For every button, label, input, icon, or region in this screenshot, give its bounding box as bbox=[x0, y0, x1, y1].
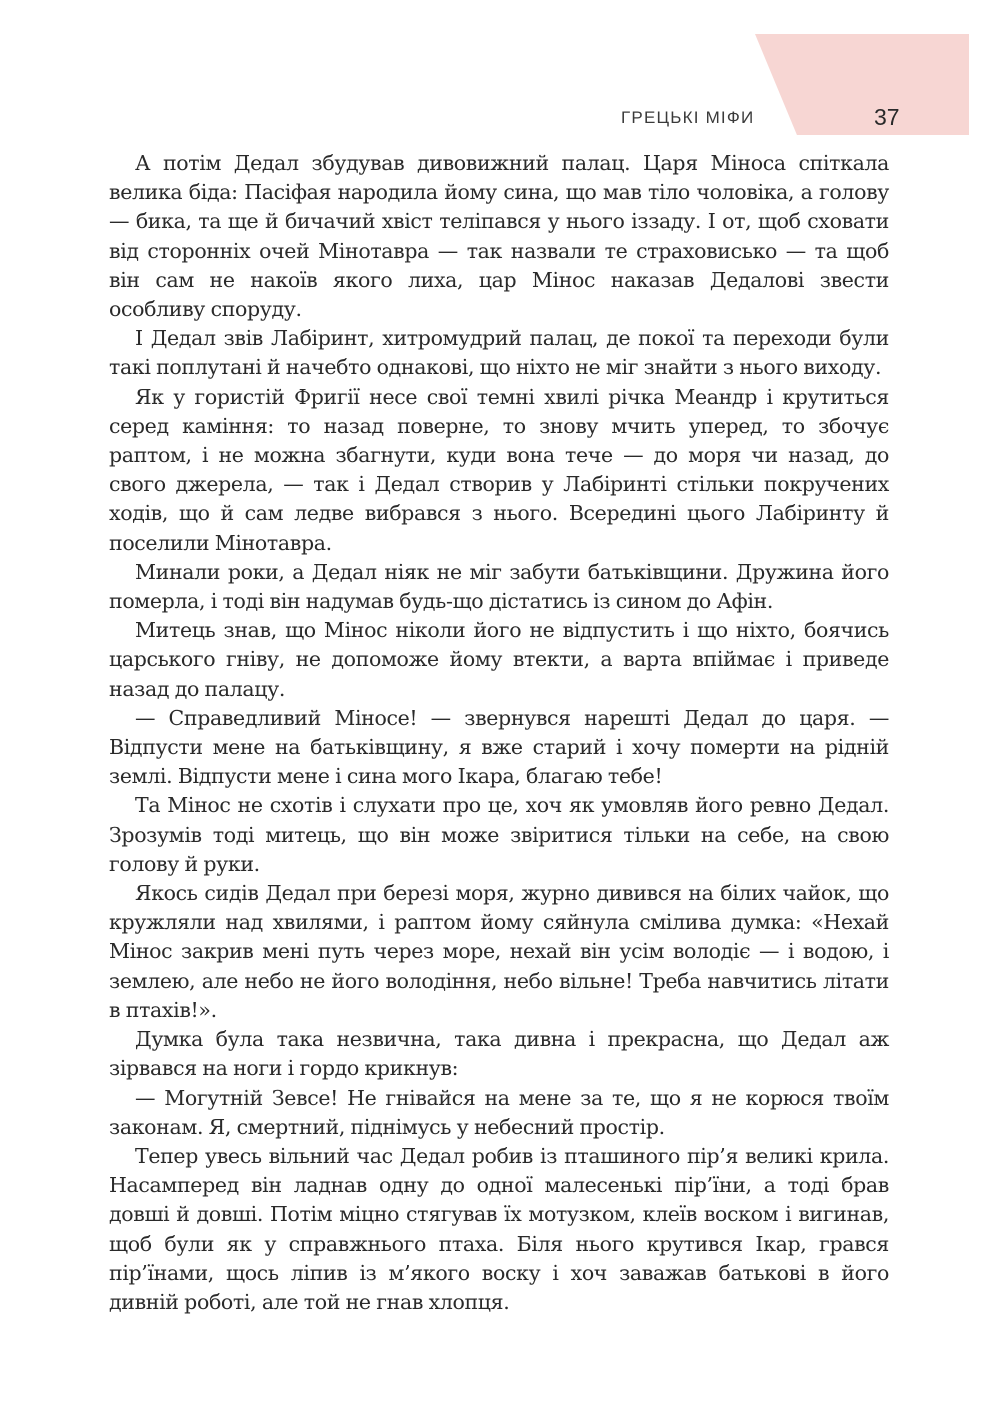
paragraph: — Могутній Зевсе! Не гнівайся на мене за те, що я не корюся твоїм законам. Я, смертний, піднімусь у небесний простір. bbox=[109, 1085, 889, 1139]
paragraph: А потім Дедал збудував дивовижний палац. Царя Міноса спіткала велика біда: Пасіфая народила йому сина, що мав тіло чоловіка, а голову — бика, та ще й бичачий хвіст теліпався у нього іззаду. І от, щоб сховати від сторонніх очей Мінотавра — так назвали те страховисько — та щоб він сам не накоїв якого лиха, цар Мінос наказав Дедалові звести особливу споруду. bbox=[109, 151, 889, 322]
paragraph: Думка була така незвична, така дивна і прекрасна, що Дедал аж зірвався на ноги і гордо крикнув: bbox=[109, 1027, 889, 1081]
paragraph: Минали роки, а Дедал ніяк не міг забути батьківщини. Дружина його померла, і тоді він надумав будь-що дістатись із сином до Афін. bbox=[109, 559, 889, 614]
paragraph: Як у гористій Фригії несе свої темні хвилі річка Меандр і крутиться серед каміння: то назад поверне, то знову мчить уперед, то збочує раптом, і не можна збагнути, куди вона тече — до моря чи назад, до свого джерела, — так і Дедал створив у Лабіринті стільки покручених ходів, що й сам ледве вибрався з нього. Всередині цього Лабіринту й поселили Мінотавра. bbox=[109, 384, 889, 555]
running-head: ГРЕЦЬКІ МІФИ bbox=[621, 108, 755, 127]
paragraph: Та Мінос не схотів і слухати про це, хоч як умовляв його ревно Дедал. Зрозумів тоді митець, що він може звіритися тільки на себе, на свою голову й руки. bbox=[109, 793, 889, 876]
paragraph: Митець знав, що Мінос ніколи його не відпустить і що ніхто, боячись царського гніву, не допоможе йому втекти, а варта впіймає і приведе назад до палацу. bbox=[109, 618, 889, 701]
page-number-tab bbox=[755, 34, 969, 135]
paragraph: Якось сидів Дедал при березі моря, журно дивився на білих чайок, що кружляли над хвилями, і раптом йому сяйнула смілива думка: «Нехай Мінос закрив мені путь через море, нехай він усім володіє — і водою, і землею, але небо не його володіння, небо вільне! Треба навчитись літати в птахів!». bbox=[109, 881, 889, 1022]
paragraph: І Дедал звів Лабіринт, хитромудрий палац, де покої та переходи були такі поплутані й начебто однакові, що ніхто не міг знайти з нього виходу. bbox=[109, 326, 889, 380]
paragraph: Тепер увесь вільний час Дедал робив із пташиного пір’я великі крила. Насамперед він ладнав одну до одної малесенькі пір’їни, а тоді брав довші й довші. Потім міцно стягував їх мотузком, клеїв воском і вигинав, щоб були як у справжнього птаха. Біля нього крутився Ікар, грався пір’їнами, щось ліпив із м’якого воску і хоч заважав батькові в його дивній роботі, але той не гнав хлопця. bbox=[109, 1143, 889, 1314]
page-number: 37 bbox=[874, 104, 900, 130]
paragraph: — Справедливий Міносе! — звернувся нарешті Дедал до царя. — Відпусти мене на батьківщину, я вже старий і хочу померти на рідній землі. Відпусти мене і сина мого Ікара, благаю тебе! bbox=[109, 705, 889, 789]
body-text bbox=[109, 149, 889, 1317]
